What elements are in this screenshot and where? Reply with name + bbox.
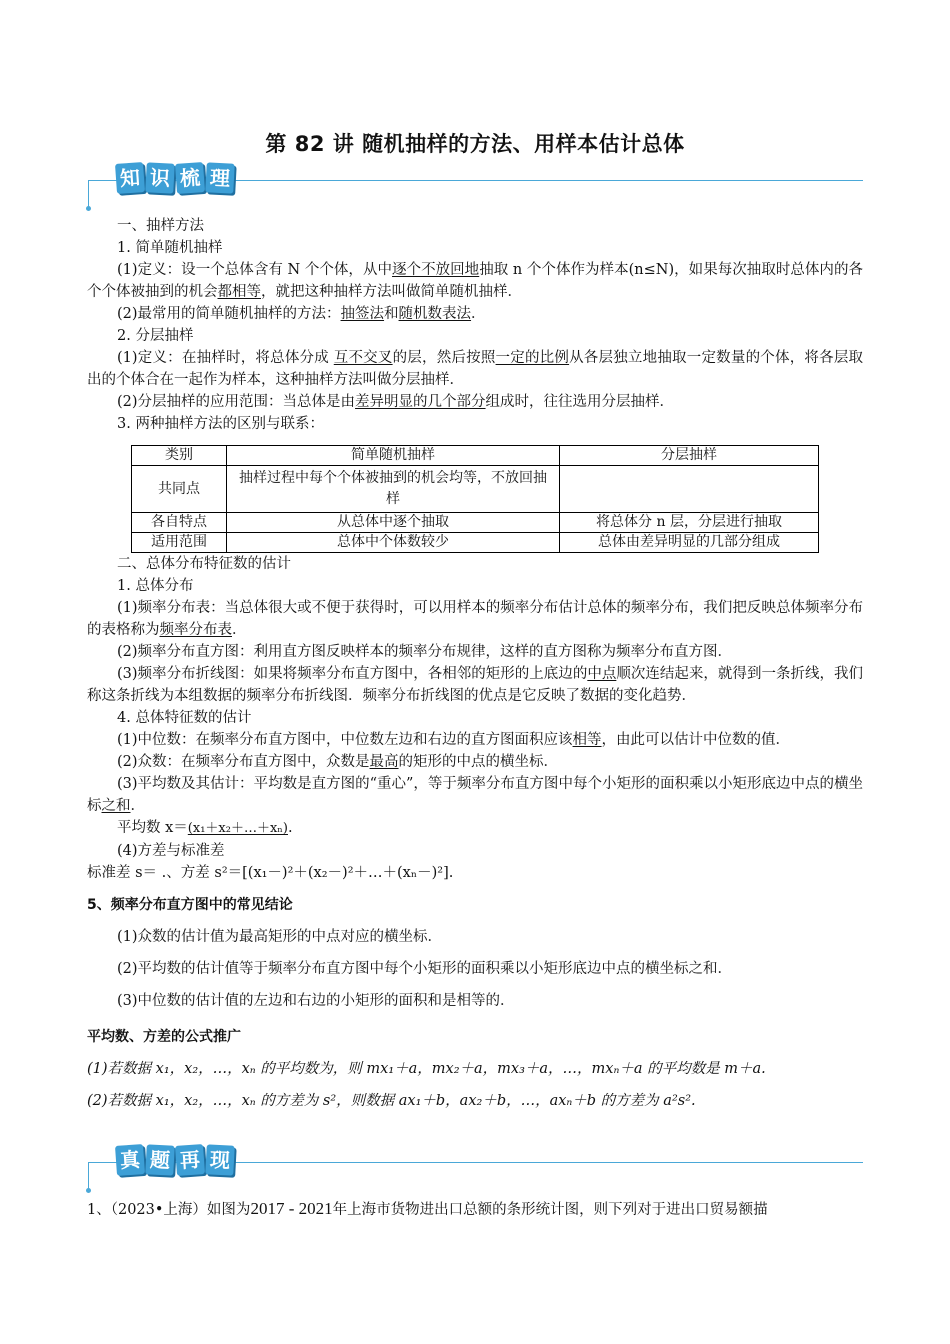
std-variance-formula: 标准差 s＝ .、方差 s²＝[(x₁－)²＋(x₂－)²＋…＋(xₙ－)²]. xyxy=(87,865,454,881)
mean-formula: (x₁＋x₂＋…＋xₙ) xyxy=(187,821,288,836)
underlined-term: 中点 xyxy=(587,666,617,682)
underlined-term: 最高 xyxy=(369,754,399,770)
banner-dot xyxy=(86,1188,91,1193)
section-banner-exam xyxy=(88,1142,863,1182)
sub-heading: 1. 简单随机抽样 xyxy=(117,240,223,256)
formula-item: (2)若数据 x₁，x₂，…，xₙ 的方差为 s²，则数据 ax₁＋b，ax₂＋b，…，axₙ＋b 的方差为 a²s². xyxy=(87,1093,696,1109)
table-cell: 总体中个体数较少 xyxy=(227,533,560,553)
table-cell: 将总体分 n 层，分层进行抽取 xyxy=(560,513,819,533)
banner-tile: 知 xyxy=(115,162,145,194)
paragraph-mean: (3)平均数及其估计：平均数是直方图的“重心”，等于频率分布直方图中每个小矩形的面积乘以小矩形底边中点的横坐标之和． xyxy=(87,776,863,814)
table-cell xyxy=(560,466,819,513)
sub-heading: 4. 总体特征数的估计 xyxy=(117,710,252,726)
section-heading: 二、总体分布特征数的估计 xyxy=(117,556,291,572)
section-heading-formula: 平均数、方差的公式推广 xyxy=(87,1029,241,1045)
table-cell: 各自特点 xyxy=(132,513,227,533)
section-banner-knowledge xyxy=(88,160,863,200)
underlined-term: 都相等 xyxy=(217,284,261,300)
table-cell: 适用范围 xyxy=(132,533,227,553)
question-years: 2017 - 2021 xyxy=(250,1199,333,1218)
underlined-term: 一定的比例 xyxy=(495,350,570,366)
banner-tile: 理 xyxy=(205,162,235,193)
question-1 xyxy=(87,1198,867,1219)
comparison-table xyxy=(131,445,819,553)
table-cell: 从总体中逐个抽取 xyxy=(227,513,560,533)
section-heading: 一、抽样方法 xyxy=(117,218,204,234)
banner-tile: 真 xyxy=(115,1144,145,1176)
table-row xyxy=(132,466,819,513)
variance-heading: (4)方差与标准差 xyxy=(117,843,225,859)
sub-heading: 2. 分层抽样 xyxy=(117,328,194,344)
section-heading-conclusions: 5、频率分布直方图中的常见结论 xyxy=(87,897,293,913)
sub-heading: 3. 两种抽样方法的区别与联系： xyxy=(117,416,324,432)
paragraph-definition-srs: (1)定义：设一个总体含有 N 个个体，从中逐个不放回地抽取 n 个个体作为样本(n≤N)，如果每次抽取时总体内的各个个体被抽到的机会都相等，就把这种抽样方法叫做简单随机抽样． xyxy=(87,262,863,300)
banner-rule-vertical xyxy=(88,1162,89,1190)
banner-tile: 题 xyxy=(145,1144,175,1175)
formula-item: (1)若数据 x₁，x₂，…，xₙ 的平均数为，则 mx₁＋a，mx₂＋a，mx₃＋a，…，mxₙ＋a 的平均数是 m＋a. xyxy=(87,1061,766,1077)
paragraph-median: (1)中位数：在频率分布直方图中，中位数左边和右边的直方图面积应该相等，由此可以估计中位数的值． xyxy=(117,732,791,748)
underlined-term: 差异明显的几个部分 xyxy=(355,394,486,410)
banner-tile: 再 xyxy=(175,1144,205,1176)
paragraph-freq-table: (1)频率分布表：当总体很大或不便于获得时，可以用样本的频率分布估计总体的频率分布，我们把反映总体频率分布的表格称为频率分布表． xyxy=(87,600,863,638)
table-header-cell: 简单随机抽样 xyxy=(227,446,560,466)
paragraph-polyline: (3)频率分布折线图：如果将频率分布直方图中，各相邻的矩形的上底边的中点顺次连结起来，就得到一条折线，我们称这条折线为本组数据的频率分布折线图．频率分布折线图的优点是它反映了数据的变化趋势． xyxy=(87,666,864,704)
table-cell: 共同点 xyxy=(132,466,227,513)
table-row xyxy=(132,533,819,553)
underlined-term: 随机数表法 xyxy=(398,306,472,322)
sub-heading: 1. 总体分布 xyxy=(117,578,194,594)
table-header-cell: 类别 xyxy=(132,446,227,466)
table-row xyxy=(132,513,819,533)
table-header-cell: 分层抽样 xyxy=(560,446,819,466)
paragraph-methods: (2)最常用的简单随机抽样的方法：抽签法和随机数表法． xyxy=(117,306,486,322)
paragraph-definition-stratified: (1)定义：在抽样时，将总体分成 互不交叉的层，然后按照一定的比例从各层独立地抽取一定数量的个体，将各层取出的个体合在一起作为样本，这种抽样方法叫做分层抽样． xyxy=(87,350,864,388)
paragraph-stratified-scope: (2)分层抽样的应用范围：当总体是由差异明显的几个部分组成时，往往选用分层抽样． xyxy=(117,394,675,410)
question-suffix: 年上海市货物进出口总额的条形统计图，则下列对于进出口贸易额描 xyxy=(332,1202,768,1218)
underlined-term: 逐个不放回地 xyxy=(392,262,480,278)
page-title: 第 82 讲 随机抽样的方法、用样本估计总体 xyxy=(265,132,685,156)
underlined-term: 相等 xyxy=(572,732,602,748)
question-prefix: 1、（2023•上海）如图为 xyxy=(87,1202,251,1218)
mean-formula-line: 平均数 x＝(x₁＋x₂＋…＋xₙ). xyxy=(117,820,293,836)
conclusion-item: (3)中位数的估计值的左边和右边的小矩形的面积和是相等的． xyxy=(117,993,515,1009)
banner-dot xyxy=(86,206,91,211)
banner-tile: 现 xyxy=(205,1144,235,1175)
conclusion-item: (1)众数的估计值为最高矩形的中点对应的横坐标． xyxy=(117,929,443,945)
table-cell: 抽样过程中每个个体被抽到的机会均等，不放回抽样 xyxy=(227,466,560,513)
banner-rule-vertical xyxy=(88,180,89,208)
knowledge-content xyxy=(87,215,863,1112)
conclusion-item: (2)平均数的估计值等于频率分布直方图中每个小矩形的面积乘以小矩形底边中点的横坐标之和． xyxy=(117,961,733,977)
paragraph-mode: (2)众数：在频率分布直方图中，众数是最高的矩形的中点的横坐标． xyxy=(117,754,559,770)
table-cell: 总体由差异明显的几部分组成 xyxy=(560,533,819,553)
banner-tile: 梳 xyxy=(175,162,205,194)
underlined-term: 频率分布表 xyxy=(159,622,232,638)
table-header-row xyxy=(132,446,819,466)
underlined-term: 互不交叉 xyxy=(333,350,393,366)
underlined-term: 抽签法 xyxy=(340,306,385,322)
underlined-term: 之和 xyxy=(101,798,131,814)
banner-tile: 识 xyxy=(145,162,175,193)
paragraph-histogram: (2)频率分布直方图：利用直方图反映样本的频率分布规律，这样的直方图称为频率分布直方图． xyxy=(117,644,733,660)
